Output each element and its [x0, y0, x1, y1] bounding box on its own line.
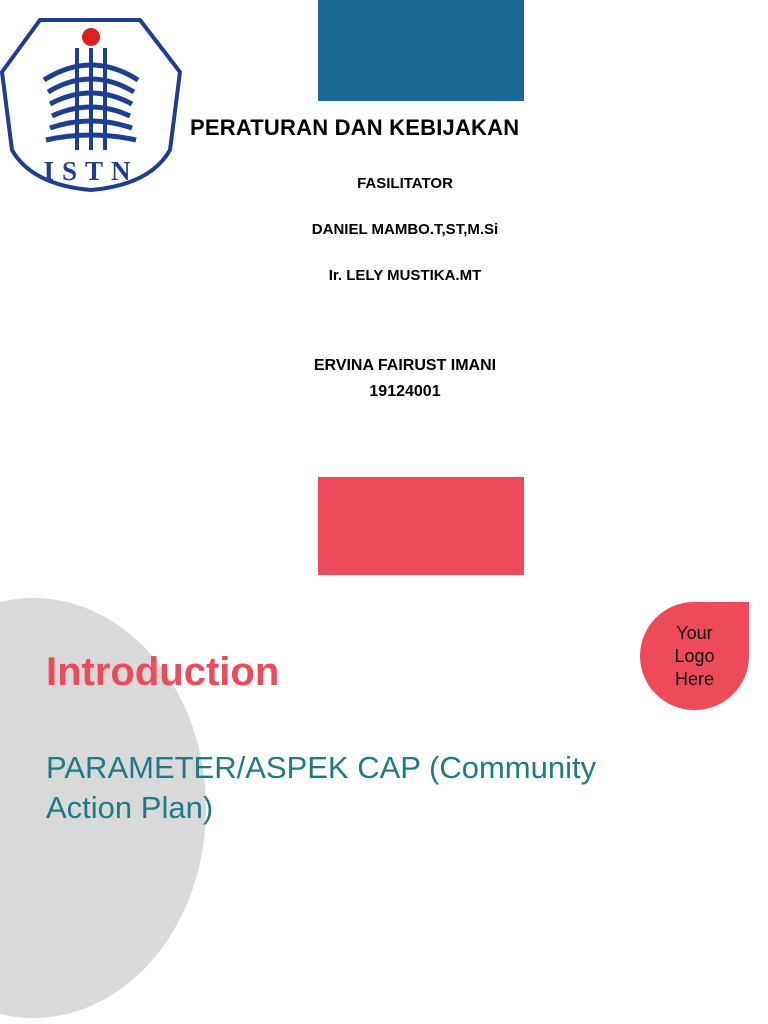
logo-placeholder-badge — [640, 602, 749, 710]
logo-placeholder-line-2: Logo — [674, 645, 715, 666]
logo-placeholder-text — [674, 622, 714, 691]
student-id: 19124001 — [369, 383, 441, 400]
logo-placeholder-line-1: Your — [676, 622, 713, 643]
section-heading: Introduction — [46, 650, 280, 694]
lecturer-name-1: DANIEL MAMBO.T,ST,M.Si — [311, 221, 499, 238]
student-name: ERVINA FAIRUST IMANI — [313, 357, 497, 374]
blue-decor-block — [318, 0, 524, 101]
istn-emblem-icon — [0, 10, 182, 192]
section-subtitle: PARAMETER/ASPEK CAP (Community Action Plan) — [46, 750, 597, 825]
facilitator-label: FASILITATOR — [357, 175, 453, 192]
logo-text: ISTN — [43, 156, 139, 186]
page-title: PERATURAN DAN KEBIJAKAN — [190, 115, 520, 140]
student-info — [190, 353, 620, 405]
logo-ball — [82, 28, 100, 46]
logo-placeholder-line-3: Here — [674, 668, 714, 689]
lecturer-name-2: Ir. LELY MUSTIKA.MT — [328, 267, 482, 284]
istn-logo — [0, 10, 182, 192]
red-decor-block — [318, 477, 524, 575]
